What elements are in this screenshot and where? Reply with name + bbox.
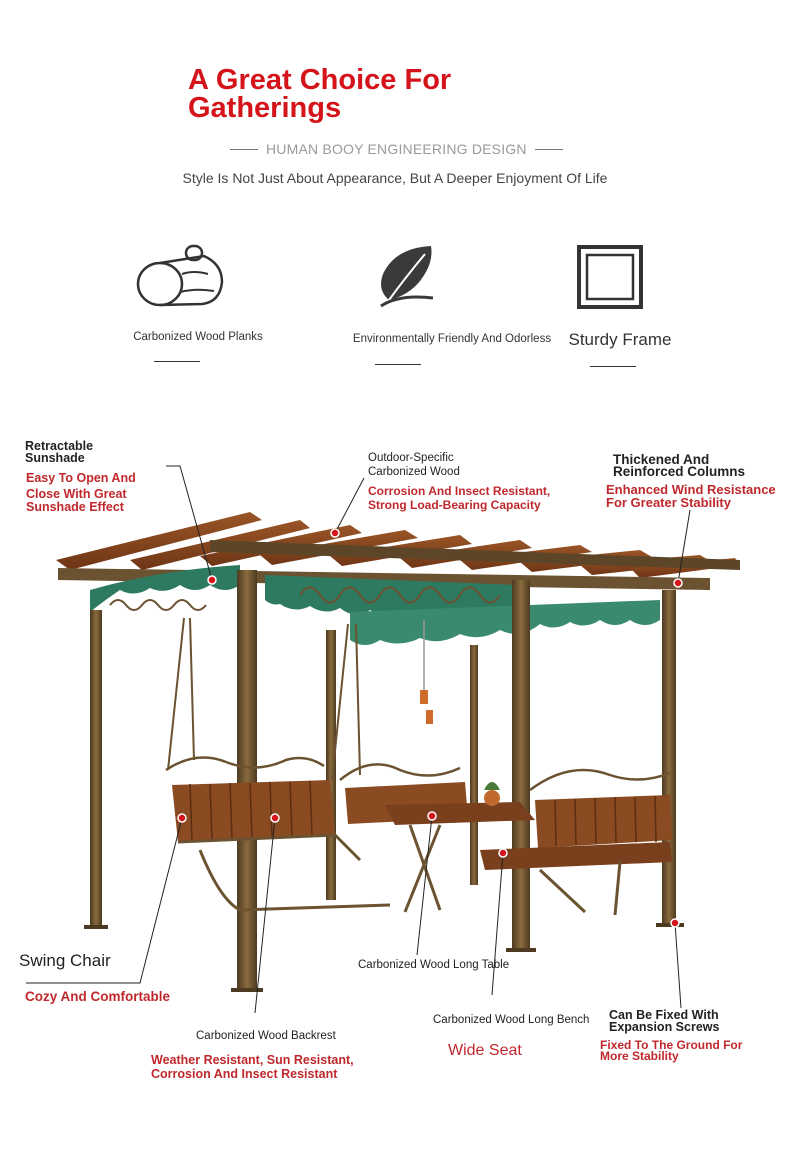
callout-fixed-title: [609, 1009, 719, 1033]
callout-desc-line: Enhanced Wind Resistance: [606, 482, 776, 497]
title-line-2: Gatherings: [188, 92, 342, 124]
callout-columns-title: [613, 454, 745, 478]
callout-desc-line: Sunshade Effect: [26, 500, 124, 514]
callout-table-title: Carbonized Wood Long Table: [358, 959, 510, 971]
feature-underline: [590, 366, 636, 367]
callout-title-line: Thickened And: [613, 452, 710, 467]
feature-label-eco: Environmentally Friendly And Odorless: [352, 333, 552, 345]
callout-bench-desc: Wide Seat: [448, 1042, 522, 1059]
callout-title-line: Expansion Screws: [609, 1020, 720, 1034]
callout-swing-desc: Cozy And Comfortable: [25, 989, 170, 1004]
callout-desc-line: Easy To Open And: [26, 471, 136, 485]
feature-label-wood: Carbonized Wood Planks: [133, 331, 263, 343]
swing-chair: [166, 758, 390, 911]
callout-desc-line: Strong Load-Bearing Capacity: [368, 498, 541, 512]
subtitle-row: [230, 141, 570, 157]
subtitle: HUMAN BOOY ENGINEERING DESIGN: [266, 141, 527, 157]
callout-title-line: Can Be Fixed With: [609, 1008, 719, 1022]
callout-backrest-title: Carbonized Wood Backrest: [196, 1030, 336, 1042]
callout-desc-line: Weather Resistant, Sun Resistant,: [151, 1053, 354, 1067]
subtitle-left-rule: [230, 149, 258, 150]
tagline: Style Is Not Just About Appearance, But A Deeper Enjoyment Of Life: [182, 170, 608, 186]
wood-log-icon: [134, 244, 224, 315]
callout-wood-title: [368, 451, 460, 479]
callout-fixed-desc: [600, 1040, 742, 1062]
callout-desc-line: Fixed To The Ground For: [600, 1038, 743, 1052]
page-title: [188, 66, 451, 122]
callout-title-line: Sunshade: [25, 451, 85, 465]
callout-backrest-desc: [151, 1054, 354, 1081]
leaf-icon: [375, 244, 437, 315]
title-line-1: A Great Choice For: [188, 64, 452, 96]
callout-sunshade-desc: [26, 472, 136, 514]
callout-title-line: Retractable: [25, 439, 94, 453]
feature-underline: [154, 361, 200, 362]
callout-bench-title: Carbonized Wood Long Bench: [433, 1014, 590, 1026]
subtitle-right-rule: [535, 149, 563, 150]
callout-wood-desc: [368, 484, 550, 512]
frame-square-icon: [577, 245, 643, 314]
roof-rafters: [56, 512, 740, 578]
callout-title-line: Reinforced Columns: [613, 464, 746, 479]
long-bench: [480, 770, 672, 915]
callout-columns-desc: [606, 483, 776, 509]
callout-swing-title: Swing Chair: [19, 951, 111, 970]
callout-desc-line: For Greater Stability: [606, 495, 731, 510]
callout-sunshade-title: [25, 440, 93, 464]
callout-title-line: Outdoor-Specific: [368, 452, 454, 464]
callout-desc-line: Corrosion And Insect Resistant,: [368, 484, 551, 498]
callout-desc-line: More Stability: [600, 1049, 679, 1063]
feature-underline: [375, 364, 421, 365]
feature-label-frame: Sturdy Frame: [568, 330, 672, 349]
callout-title-line: Carbonized Wood: [368, 466, 460, 478]
callout-desc-line: Corrosion And Insect Resistant: [151, 1067, 338, 1081]
callout-desc-line: Close With Great: [26, 487, 127, 501]
